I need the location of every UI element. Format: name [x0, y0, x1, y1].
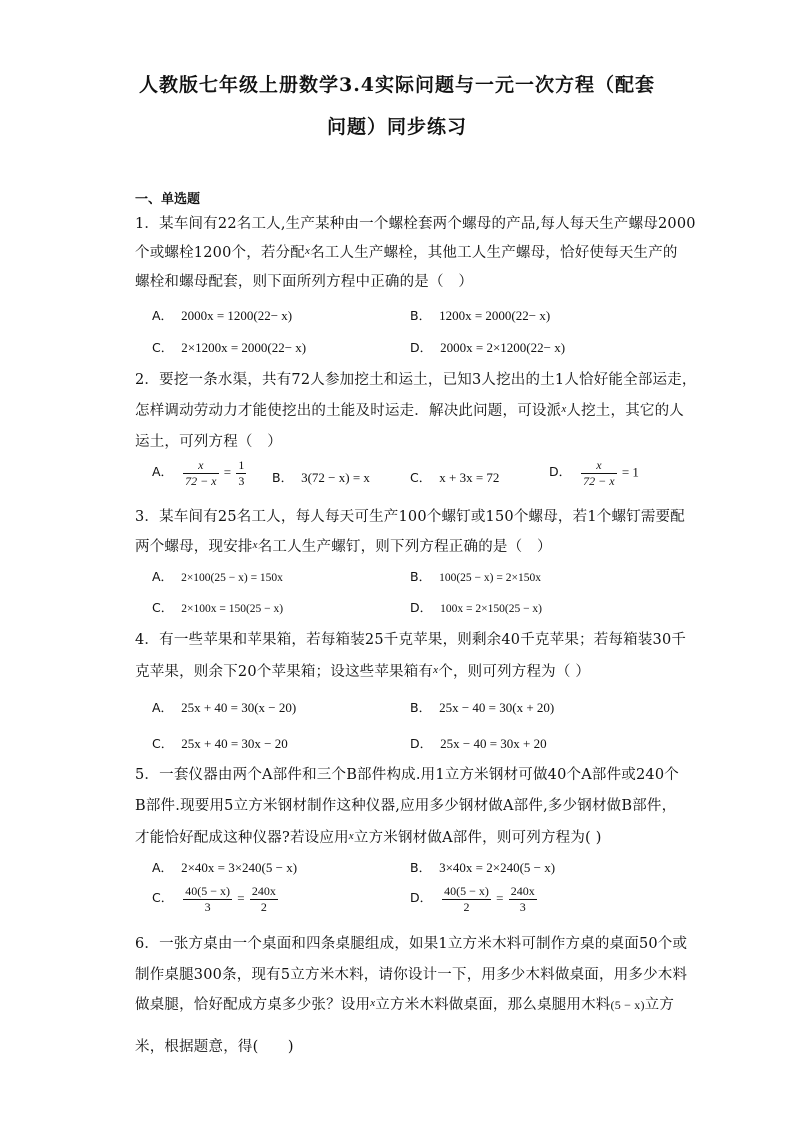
- question-5-option-a[interactable]: A． 2×40x = 3×240(5 − x): [152, 860, 298, 875]
- question-5-option-d[interactable]: D． $\frac{40(5 - x)}{2}$ = $\frac{240x}{3}$: [410, 884, 535, 914]
- question-4-option-c[interactable]: C． 25x + 40 = 30x − 20: [152, 736, 288, 751]
- question-6-line-2: 制作桌腿300条，现有5立方米木料，请你设计一下，用多少木料做桌面，用多少木料: [135, 967, 688, 983]
- question-3-option-a[interactable]: A． 2×100(25 − x) = 150x: [152, 569, 283, 584]
- question-1-option-a[interactable]: A． 2000x = 1200(22− x): [152, 308, 293, 323]
- question-1-option-b[interactable]: B． 1200x = 2000(22− x): [410, 308, 551, 323]
- question-3-option-d[interactable]: D． 100x = 2×150(25 − x): [410, 600, 543, 615]
- question-3-line-2: 两个螺母，现安排$^x$名工人生产螺钉，则下列方程正确的是（ ）: [135, 539, 552, 555]
- question-4-line-1: 4．有一些苹果和苹果箱，若每箱装25千克苹果，则剩余40千克苹果；若每箱装30千: [135, 632, 687, 648]
- page-title-line-1: 人教版七年级上册数学3.4实际问题与一元一次方程（配套: [138, 74, 656, 96]
- question-1-option-d[interactable]: D． 2000x = 2×1200(22− x): [410, 340, 566, 355]
- question-2-option-a[interactable]: A． $\frac{x}{72 - x}$ = $\frac{1}{3}$: [152, 458, 245, 488]
- question-1-line-3: 螺栓和螺母配套，则下面所列方程中正确的是（ ）: [135, 274, 474, 290]
- question-3-option-b[interactable]: B． 100(25 − x) = 2×150x: [410, 569, 541, 584]
- question-5-option-b[interactable]: B． 3×40x = 2×240(5 − x): [410, 860, 556, 875]
- question-2-line-3: 运土，可列方程（ ）: [135, 434, 282, 450]
- question-2-option-d[interactable]: D． $\frac{x}{72 - x}$ = 1: [549, 458, 639, 488]
- question-5-line-3: 才能恰好配成这种仪器?若设应用$^x$立方米钢材做A部件，则可列方程为( ): [135, 830, 602, 846]
- question-5-option-c[interactable]: C． $\frac{40(5 - x)}{3}$ = $\frac{240x}{2}$: [152, 884, 276, 914]
- page-title-line-2: 问题）同步练习: [326, 116, 467, 138]
- question-5-line-2: B部件.现要用5立方米钢材制作这种仪器,应用多少钢材做A部件,多少钢材做B部件，: [135, 798, 677, 814]
- question-5-line-1: 5．一套仪器由两个A部件和三个B部件构成.用1立方米钢材可做40个A部件或240个: [135, 767, 679, 783]
- question-6-line-4: 米，根据题意，得( ): [135, 1039, 294, 1055]
- question-1-line-2: 个或螺栓1200个，若分配$^x$名工人生产螺栓，其他工人生产螺母，恰好使每天生产的: [135, 245, 678, 261]
- section-heading: 一、单选题: [135, 192, 201, 207]
- question-2-line-2: 怎样调动劳动力才能使挖出的土能及时运走．解决此问题，可设派$^x$人挖土，其它的人: [135, 403, 685, 419]
- question-2-line-1: 2．要挖一条水渠，共有72人参加挖土和运土，已知3人挖出的土1人恰好能全部运走，: [135, 372, 697, 388]
- question-3-line-1: 3．某车间有25名工人，每人每天可生产100个螺钉或150个螺母，若1个螺钉需要配: [135, 509, 685, 525]
- question-3-option-c[interactable]: C． 2×100x = 150(25 − x): [152, 600, 284, 615]
- question-6-line-1: 6．一张方桌由一个桌面和四条桌腿组成，如果1立方米木料可制作方桌的桌面50个或: [135, 936, 688, 952]
- question-4-option-d[interactable]: D． 25x − 40 = 30x + 20: [410, 736, 547, 751]
- question-6-line-3: 做桌腿，恰好配成方桌多少张？设用$^x$立方米木料做桌面，那么桌腿用木料(5 − x)立方: [135, 997, 675, 1013]
- question-1-line-1: 1．某车间有22名工人,生产某种由一个螺栓套两个螺母的产品,每人每天生产螺母2000: [135, 216, 696, 232]
- question-4-option-a[interactable]: A． 25x + 40 = 30(x − 20): [152, 700, 297, 715]
- question-4-option-b[interactable]: B． 25x − 40 = 30(x + 20): [410, 700, 555, 715]
- question-2-option-b[interactable]: B． 3(72 − x) = x: [272, 470, 370, 485]
- question-1-option-c[interactable]: C． 2×1200x = 2000(22− x): [152, 340, 307, 355]
- question-2-option-c[interactable]: C． x + 3x = 72: [410, 470, 500, 485]
- question-4-line-2: 克苹果，则余下20个苹果箱；设这些苹果箱有$^x$个，则可列方程为（ ）: [135, 664, 591, 680]
